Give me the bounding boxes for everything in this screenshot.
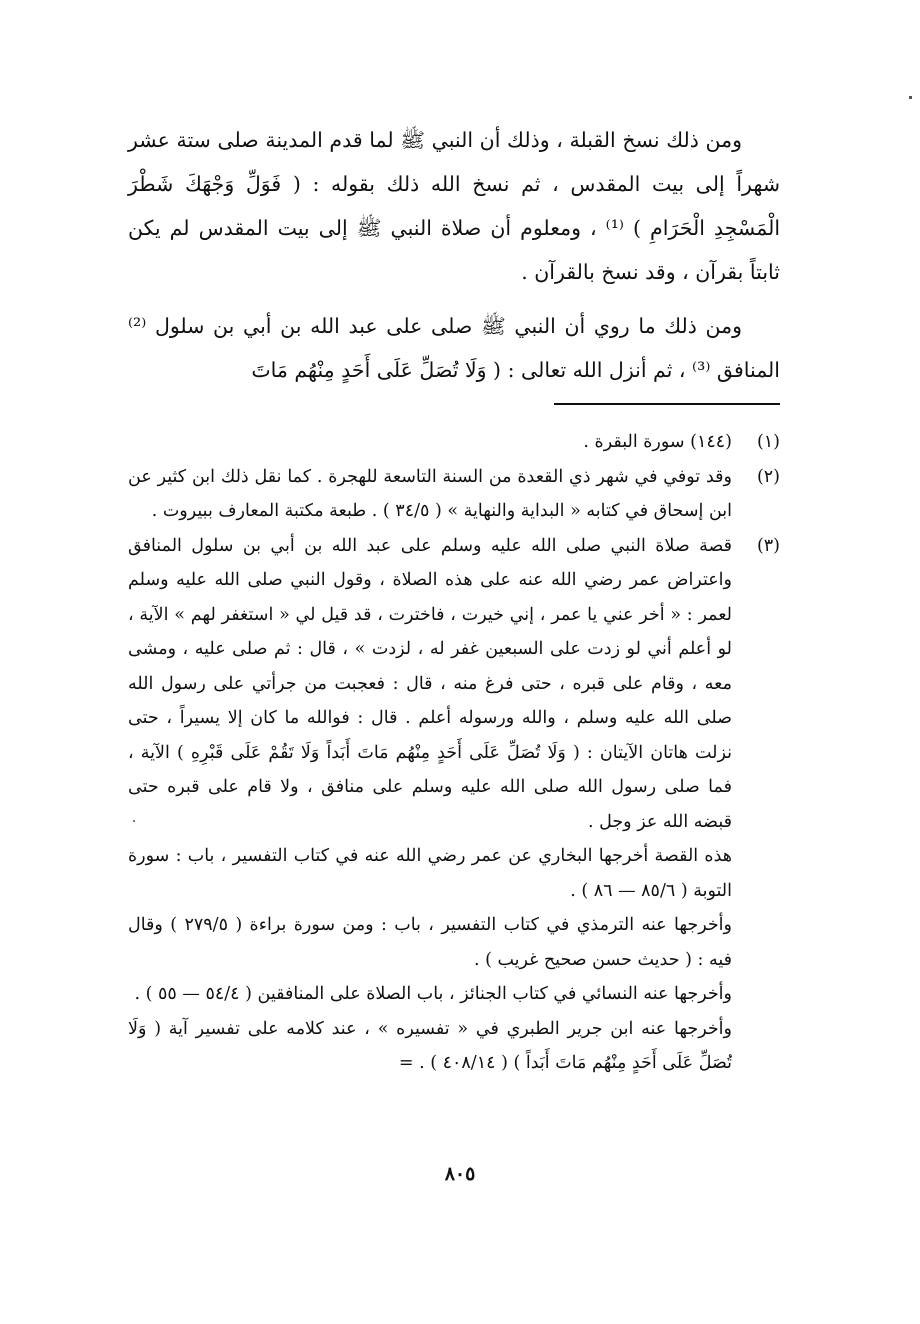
footnote-number: (٢) (756, 466, 780, 487)
body-paragraph-qibla: ومن ذلك نسخ القبلة ، وذلك أن النبي ﷺ لما قدم المدينة صلى ستة عشر شهراً إلى بيت المقدس ، ثم نسخ الله ذلك بقوله : ( فَوَلِّ وَجْهَكَ شَطْرَ الْمَسْجِدِ الْحَرَامِ ) ⁽¹⁾ ، ومعلوم أن صلاة النبي ﷺ إلى بيت المقدس لم يكن ثابتاً بقرآن ، وقد نسخ بالقرآن . (128, 128, 781, 284)
footnote-body (128, 425, 732, 460)
footnote-source-tirmidhi: وأخرجها عنه الترمذي في كتاب التفسير ، باب : ومن سورة براءة ( ٢٧٩/٥ ) وقال فيه : ( حديث حسن صحيح غريب ) . (128, 915, 732, 970)
footnote-text: (١٤٤) سورة البقرة . (583, 432, 732, 452)
footnote-number: (١) (756, 432, 780, 452)
footnote-body (128, 529, 732, 1081)
footnote-number: (٣) (756, 535, 780, 556)
footnote-story: قصة صلاة النبي صلى الله عليه وسلم على عبد الله بن أبي بن سلول المنافق واعتراض عمر رضي الله عنه على هذه الصلاة ، وقول النبي صلى الله عليه وسلم لعمر : « أخر عني يا عمر ، إني خيرت ، فاخترت ، قد قيل لي « استغفر لهم » الآية ، لو أعلم أني لو زدت على السبعين غفر له ، لزدت » ، قال : ثم صلى عليه ، ومشى معه ، وقام على قبره ، حتى فرغ منه ، قال : فعجبت من جرأتي على رسول الله صلى الله عليه وسلم ، والله ورسوله أعلم . قال : فوالله ما كان إلا يسيراً ، حتى نزلت هاتان الآيتان : ( وَلَا تُصَلِّ عَلَى أَحَدٍ مِنْهُم مَاتَ أَبَداً وَلَا تَقُمْ عَلَى قَبْرِهِ ) الآية ، فما صلى رسول الله صلى الله عليه وسلم على منافق ، ولا قام على قبره حتى قبضه الله عز وجل . (128, 535, 732, 832)
main-text (128, 118, 780, 402)
footnote-2 (128, 460, 780, 529)
footnote-separator (554, 403, 780, 405)
footnote-source-nasai: وأخرجها عنه النسائي في كتاب الجنائز ، باب الصلاة على المنافقين ( ٥٤/٤ — ٥٥ ) . (134, 984, 732, 1004)
footnote-body (128, 460, 732, 529)
page-number: ٨٠٥ (444, 1163, 476, 1185)
footnotes (128, 425, 780, 1081)
footnote-3 (128, 529, 780, 1081)
footnote-1 (128, 425, 780, 460)
footnote-source-bukhari: هذه القصة أخرجها البخاري عن عمر رضي الله عنه في كتاب التفسير ، باب : سورة التوبة ( ٨٥/٦ — ٨٦ ) . (128, 846, 732, 901)
scan-speck (133, 820, 135, 822)
scan-edge-mark (909, 96, 912, 99)
footnote-source-tabari: وأخرجها عنه ابن جرير الطبري في « تفسيره » ، عند كلامه على تفسير آية ( وَلَا تُصَلِّ عَلَى أَحَدٍ مِنْهُم مَاتَ أَبَداً ) ( ٤٠٨/١٤ ) . = (128, 1018, 732, 1073)
footnote-text: وقد توفي في شهر ذي القعدة من السنة التاسعة للهجرة . كما نقل ذلك ابن كثير عن ابن إسحاق في كتابه « البداية والنهاية » ( ٣٤/٥ ) . طبعة مكتبة المعارف ببيروت . (128, 466, 732, 521)
body-paragraph-ibn-salul: ومن ذلك ما روي أن النبي ﷺ صلى على عبد الله بن أبي بن سلول ⁽²⁾ المنافق ⁽³⁾ ، ثم أنزل الله تعالى : ( وَلَا تُصَلِّ عَلَى أَحَدٍ مِنْهُم مَاتَ (128, 314, 780, 382)
